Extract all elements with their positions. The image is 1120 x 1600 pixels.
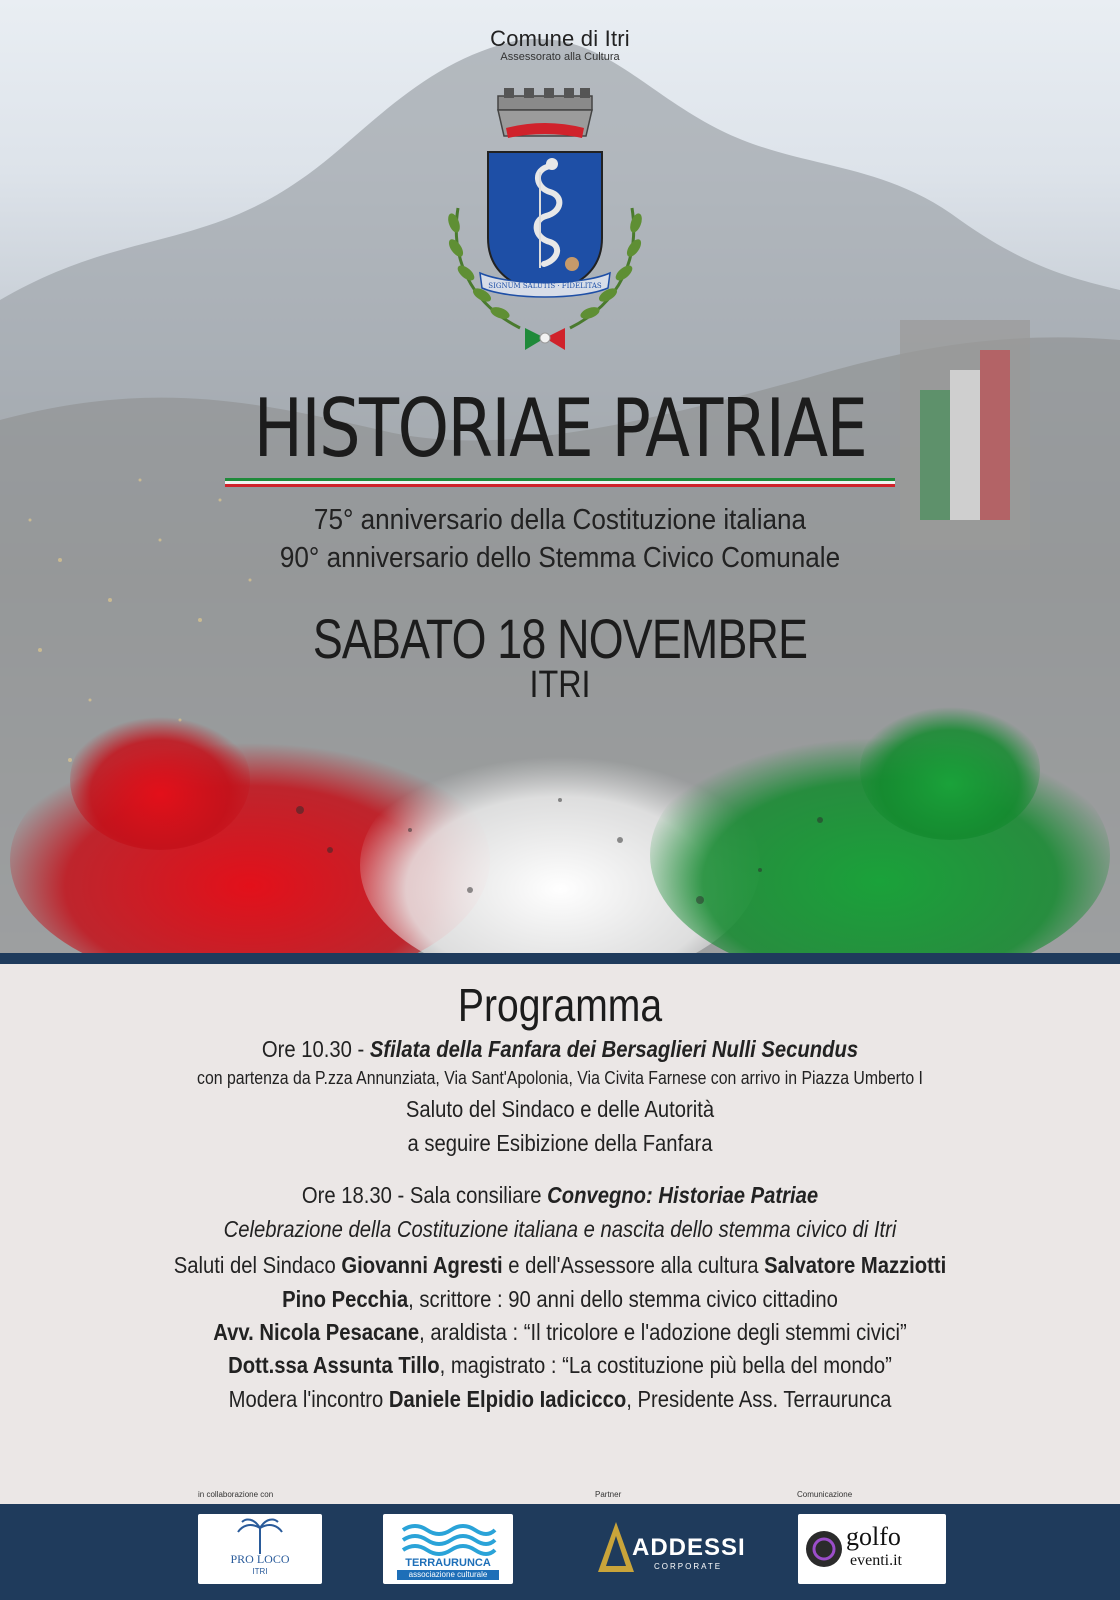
coat-of-arms-icon xyxy=(440,88,650,358)
globe-icon xyxy=(804,1529,844,1569)
moderator-line xyxy=(67,1386,1053,1413)
proloco-sub: ITRI xyxy=(252,1567,268,1576)
speaker-1-line xyxy=(67,1286,1053,1313)
proloco-logo xyxy=(198,1514,322,1584)
programma-section xyxy=(0,964,1120,1504)
addessi-text: ADDESSI xyxy=(632,1534,746,1561)
partner-label: Partner xyxy=(595,1490,622,1499)
terraurunca-text: TERRAURUNCA xyxy=(405,1557,491,1569)
saluti-middle: e dell'Assessore alla cultura xyxy=(502,1252,765,1278)
assessore-name: Salvatore Mazziotti xyxy=(764,1252,947,1278)
saluti-line xyxy=(67,1252,1053,1279)
speaker-2-name: Avv. Nicola Pesacane xyxy=(213,1319,420,1345)
footer-labels xyxy=(0,1490,1120,1504)
golfo-eventi-logo xyxy=(798,1514,946,1584)
morning-event: Sfilata della Fanfara dei Bersaglieri Nulli Secundus xyxy=(369,1036,859,1062)
comunicazione-label: Comunicazione xyxy=(797,1490,853,1499)
terraurunca-logo xyxy=(383,1514,513,1584)
evening-time: Ore 18.30 - Sala consiliare xyxy=(301,1182,548,1208)
subtitle-costituzione: 75° anniversario della Costituzione italiana xyxy=(313,504,807,536)
proloco-text: PRO LOCO xyxy=(230,1552,290,1566)
morning-time: Ore 10.30 - xyxy=(261,1036,370,1062)
subtitle-stemma: 90° anniversario dello Stemma Civico Comunale xyxy=(279,542,841,574)
event-date: SABATO 18 NOVEMBRE xyxy=(312,607,808,670)
speaker-2-text: , araldista : “Il tricolore e l'adozione degli stemmi civici” xyxy=(419,1319,907,1345)
moderator-suffix: , Presidente Ass. Terraurunca xyxy=(626,1386,892,1412)
tricolor-underline xyxy=(225,478,895,487)
golfo-text: golfo xyxy=(846,1522,901,1551)
speaker-3-name: Dott.ssa Assunta Tillo xyxy=(228,1352,440,1378)
section-divider xyxy=(0,953,1120,964)
addessi-sub: CORPORATE xyxy=(654,1562,723,1571)
motto-text: SIGNUM SALUTIS · FIDELITAS xyxy=(488,282,602,290)
speaker-1-name: Pino Pecchia xyxy=(282,1286,409,1312)
speaker-3-text: , magistrato : “La costituzione più bella del mondo” xyxy=(439,1352,892,1378)
moderator-name: Daniele Elpidio Iadicicco xyxy=(388,1386,627,1412)
triangle-logo-icon xyxy=(596,1518,636,1578)
sponsor-footer xyxy=(0,1504,1120,1600)
assessorato-name: Assessorato alla Cultura xyxy=(500,51,620,63)
evening-description: Celebrazione della Costituzione italiana e nascita dello stemma civico di Itri xyxy=(223,1216,897,1242)
moderator-prefix: Modera l'incontro xyxy=(228,1386,389,1412)
event-place: ITRI xyxy=(529,664,591,706)
terraurunca-sub: associazione culturale xyxy=(408,1570,488,1579)
morning-route: con partenza da P.zza Annunziata, Via Sant'Apolonia, Via Civita Farnese con arrivo in Piazza Umberto I xyxy=(197,1068,923,1088)
speaker-2-line xyxy=(67,1319,1053,1346)
main-title: HISTORIAE PATRIAE xyxy=(253,382,867,475)
programma-title: Programma xyxy=(457,979,663,1031)
saluti-prefix: Saluti del Sindaco xyxy=(173,1252,342,1278)
morning-follow: a seguire Esibizione della Fanfara xyxy=(407,1130,713,1156)
sindaco-name: Giovanni Agresti xyxy=(341,1252,503,1278)
evening-event-line xyxy=(67,1182,1053,1209)
comune-name: Comune di Itri xyxy=(490,26,630,51)
golfo-sub: eventi.it xyxy=(850,1552,902,1569)
evening-event: Convegno: Historiae Patriae xyxy=(547,1182,819,1208)
speaker-3-line xyxy=(67,1352,1053,1379)
collab-label: in collaborazione con xyxy=(198,1490,274,1499)
speaker-1-text: , scrittore : 90 anni dello stemma civico cittadino xyxy=(408,1286,838,1312)
morning-event-line xyxy=(67,1036,1053,1063)
morning-greeting: Saluto del Sindaco e delle Autorità xyxy=(405,1096,715,1122)
addessi-logo xyxy=(592,1514,768,1584)
